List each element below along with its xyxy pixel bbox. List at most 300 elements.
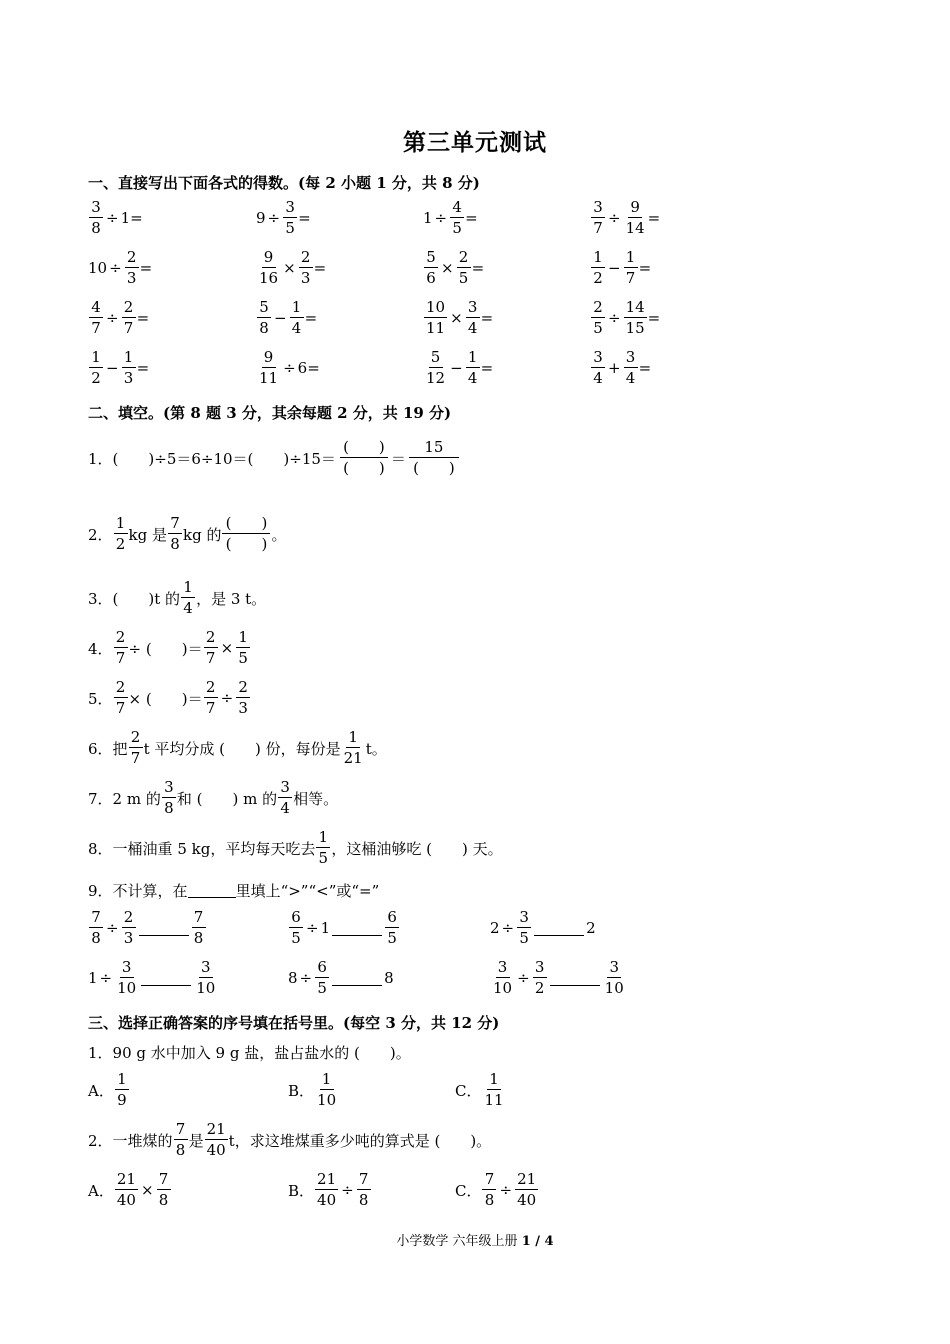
fraction-numerator: 2 (129, 730, 143, 748)
fraction (515, 1172, 538, 1208)
fraction-numerator: 9 (262, 250, 276, 268)
fraction-numerator: 9 (262, 350, 276, 368)
fraction-denominator: 40 (206, 1141, 226, 1159)
answer-fraction (409, 440, 459, 476)
fraction-denominator: 7 (130, 749, 141, 767)
equals-sign: ＝ (390, 449, 406, 468)
section-3-heading: 三、选择正确答案的序号填在括号里。(每空 3 分，共 12 分) (88, 1014, 500, 1032)
fraction-numerator: 1 (346, 730, 360, 748)
option-label: C． (455, 1181, 482, 1200)
fraction (424, 300, 447, 336)
operator: × (450, 309, 463, 327)
answer-blank[interactable] (188, 883, 236, 898)
fraction-numerator: 7 (482, 1172, 496, 1190)
calc-exercise (590, 200, 660, 236)
fraction-denominator: 4 (467, 369, 478, 387)
fraction-denominator: 6 (426, 269, 436, 287)
fraction-numerator: 1 (236, 630, 250, 648)
equals-sign: = (480, 359, 494, 377)
question-number: 9． (88, 882, 113, 900)
fraction-denominator: 3 (238, 699, 248, 717)
number: 9 (256, 209, 266, 227)
fill-question-5 (88, 680, 251, 716)
operator: ÷ (499, 1181, 513, 1199)
operator: ÷ (99, 969, 113, 987)
calc-exercise (88, 250, 152, 286)
fraction-numerator: 5 (429, 350, 443, 368)
fraction (315, 960, 329, 996)
section-1-heading: 一、直接写出下面各式的得数。(每 2 小题 1 分，共 8 分) (88, 174, 480, 192)
fraction-numerator: 7 (174, 1122, 188, 1140)
question-text: ，是 3 t。 (196, 589, 267, 608)
fraction-denominator: 4 (625, 369, 636, 387)
operator: − (450, 359, 463, 377)
fraction-numerator: 3 (466, 300, 480, 318)
fraction-numerator: 1 (290, 300, 304, 318)
fraction (533, 960, 547, 996)
option-label: A． (88, 1081, 114, 1100)
fraction (624, 200, 647, 236)
question-text: ( )÷5＝6÷10＝( )÷15＝ (112, 449, 336, 468)
number: 10 (88, 259, 108, 277)
calc-exercise (423, 300, 493, 336)
fraction-denominator: 40 (317, 1191, 337, 1209)
section-2-heading: 二、填空。(第 8 题 3 分，其余每题 2 分，共 19 分) (88, 404, 452, 422)
equals-sign: = (136, 309, 150, 327)
answer-blank[interactable] (332, 921, 382, 936)
fraction-denominator: 3 (123, 369, 134, 387)
fraction-denominator: 5 (593, 319, 603, 337)
choice-option[interactable] (88, 1072, 130, 1108)
fraction-numerator: 4 (89, 300, 103, 318)
number: 2 (586, 919, 596, 937)
fraction-denominator: 8 (164, 799, 174, 817)
fraction-denominator: 3 (300, 269, 311, 287)
fraction-numerator: 9 (628, 200, 642, 218)
question-text: 里填上“>”“<”或“=” (235, 882, 380, 900)
fraction-denominator: ( ) (343, 459, 385, 477)
fraction (122, 300, 136, 336)
operator: ÷ (341, 1181, 354, 1199)
question-text: ÷ ( )＝ (128, 639, 203, 658)
choice-option[interactable] (455, 1072, 507, 1108)
fraction-denominator: 8 (484, 1191, 495, 1209)
compare-exercise (490, 910, 596, 946)
fraction-numerator: 1 (487, 1072, 501, 1090)
question-number: 5． (88, 689, 113, 708)
fraction-numerator: 7 (357, 1172, 371, 1190)
fill-question-6 (88, 730, 387, 766)
fraction (466, 350, 480, 386)
fraction-denominator: 5 (452, 219, 462, 237)
fraction (342, 730, 365, 766)
answer-fraction (222, 516, 270, 552)
operator: ÷ (106, 309, 119, 327)
operator: ÷ (517, 969, 530, 987)
fraction-denominator: 9 (117, 1091, 127, 1109)
equals-sign: = (647, 309, 661, 327)
fill-question-3 (88, 580, 266, 616)
fraction (424, 350, 447, 386)
fraction-denominator: 5 (318, 849, 329, 867)
operator: ÷ (283, 359, 296, 377)
fraction-denominator: 12 (426, 369, 446, 387)
fraction-denominator: 4 (467, 319, 478, 337)
question-text: t 平均分成 ( ) 份，每份是 (143, 739, 341, 758)
fraction (89, 910, 103, 946)
footer-text: 小学数学 六年级上册 (396, 1234, 518, 1249)
calc-exercise (88, 200, 143, 236)
fraction-denominator: 5 (387, 929, 397, 947)
fraction-numerator: 3 (89, 200, 103, 218)
fraction-numerator: 7 (89, 910, 103, 928)
answer-blank[interactable] (550, 971, 600, 986)
fraction-denominator: 10 (604, 979, 624, 997)
calc-exercise (423, 250, 484, 286)
question-number: 2． (88, 525, 113, 544)
fraction (129, 730, 143, 766)
fraction-numerator: 6 (315, 960, 329, 978)
fraction-denominator: 3 (123, 929, 134, 947)
fraction-numerator: 3 (607, 960, 621, 978)
equals-sign: = (638, 359, 652, 377)
fraction-numerator: 1 (320, 1072, 334, 1090)
fraction-denominator: 8 (170, 535, 180, 553)
fraction (591, 200, 605, 236)
fraction (289, 910, 303, 946)
fraction-denominator: 10 (493, 979, 513, 997)
fraction-numerator: ( ) (340, 440, 388, 458)
fraction-denominator: 5 (285, 219, 295, 237)
page-number: 1 / 4 (521, 1234, 554, 1249)
question-text: 相等。 (293, 789, 339, 808)
fraction-denominator: 21 (343, 749, 363, 767)
fraction-numerator: 15 (409, 440, 459, 458)
fraction-numerator: 2 (204, 630, 218, 648)
fraction (174, 1122, 188, 1158)
equals-sign: = (304, 309, 318, 327)
answer-blank[interactable] (332, 971, 382, 986)
fraction-denominator: 7 (205, 699, 216, 717)
answer-blank[interactable] (141, 971, 191, 986)
question-text: 和 ( ) m 的 (176, 789, 278, 808)
fraction-numerator: 3 (496, 960, 510, 978)
equals-sign: = (471, 259, 485, 277)
fraction-numerator: 1 (316, 830, 330, 848)
fraction-denominator: 8 (259, 319, 269, 337)
fraction-denominator: ( ) (413, 459, 455, 477)
fraction (204, 630, 218, 666)
operator: ÷ (220, 689, 234, 707)
question-text: × ( )＝ (128, 689, 203, 708)
fraction (315, 1172, 338, 1208)
option-label: B． (288, 1081, 315, 1100)
fraction-numerator: 14 (625, 298, 645, 316)
choice-question-2 (88, 1122, 491, 1158)
fraction-denominator: 8 (158, 1191, 169, 1209)
fraction-numerator: 3 (591, 350, 605, 368)
fraction-denominator: 11 (484, 1091, 504, 1109)
equals-sign: = (298, 209, 311, 227)
equals-sign: = (647, 209, 661, 227)
fraction-numerator: 1 (591, 250, 605, 268)
fraction-numerator: 6 (385, 910, 399, 928)
fill-question-9 (88, 880, 379, 901)
fraction (290, 300, 304, 336)
fraction (204, 680, 218, 716)
fraction (192, 910, 206, 946)
fraction (450, 200, 464, 236)
question-text: 把 (112, 739, 128, 758)
fraction-denominator: 2 (534, 979, 545, 997)
fill-question-4 (88, 630, 251, 666)
operator: ÷ (267, 209, 281, 227)
equals-sign: = (638, 259, 652, 277)
fraction-numerator: 2 (457, 250, 471, 268)
number: 1 (120, 209, 131, 227)
fraction-numerator: 2 (299, 250, 313, 268)
number: 2 (490, 919, 500, 937)
fraction (114, 680, 128, 716)
question-text: kg 是 (128, 525, 168, 544)
question-text: ，这桶油够吃 ( ) 天。 (331, 839, 503, 858)
calc-exercise (88, 350, 149, 386)
fraction-denominator: 4 (593, 369, 603, 387)
choice-option[interactable] (288, 1172, 372, 1208)
fraction (466, 300, 480, 336)
fraction-numerator: 21 (517, 1170, 537, 1188)
fraction (299, 250, 313, 286)
fill-question-7 (88, 780, 338, 816)
fraction-denominator: 11 (426, 319, 446, 337)
option-label: A． (88, 1181, 114, 1200)
question-text: ( )t 的 (112, 589, 181, 608)
fraction-denominator: 2 (115, 535, 126, 553)
operator: ÷ (501, 919, 515, 937)
operator: × (140, 1181, 154, 1199)
fraction-numerator: 2 (122, 910, 136, 928)
equals-sign: = (480, 309, 494, 327)
page-footer (0, 1230, 950, 1249)
fraction-denominator: 7 (91, 319, 101, 337)
question-number: 4． (88, 639, 113, 658)
calc-exercise (88, 300, 149, 336)
fraction (125, 250, 139, 286)
fraction-numerator: 1 (624, 250, 638, 268)
equals-sign: = (465, 209, 478, 227)
fraction-denominator: 16 (259, 269, 279, 287)
fraction-denominator: 10 (317, 1091, 337, 1109)
fraction-numerator: 7 (168, 516, 182, 534)
question-text: 是 (188, 1131, 204, 1150)
fraction (278, 780, 292, 816)
fraction-denominator: 11 (259, 369, 279, 387)
operator: − (106, 359, 119, 377)
fraction-numerator: 5 (257, 300, 271, 318)
number: 8 (288, 969, 298, 987)
question-text: 1．90 g 水中加入 9 g 盐，盐占盐水的 ( )。 (88, 1044, 411, 1062)
fraction-denominator: 8 (193, 929, 204, 947)
equals-sign: = (136, 359, 150, 377)
fill-question-8 (88, 830, 503, 866)
fraction-denominator: 14 (625, 219, 645, 237)
question-text: 不计算，在 (112, 882, 188, 900)
fraction (482, 1172, 496, 1208)
fraction (114, 516, 128, 552)
fraction-denominator: 5 (317, 979, 327, 997)
fill-question-2 (88, 516, 287, 552)
operator: − (274, 309, 287, 327)
choice-option[interactable] (88, 1172, 172, 1208)
fraction (624, 250, 638, 286)
option-label: C． (455, 1081, 482, 1100)
operator: × (441, 259, 454, 277)
choice-question-1 (88, 1042, 411, 1063)
fraction-numerator: 10 (426, 298, 446, 316)
answer-blank[interactable] (534, 921, 584, 936)
fraction-denominator: 8 (358, 1191, 369, 1209)
fraction-denominator: 8 (175, 1141, 186, 1159)
fraction (181, 580, 195, 616)
fraction-numerator: 3 (120, 960, 134, 978)
calc-exercise (590, 300, 660, 336)
question-number: 7． (88, 789, 113, 808)
fraction (591, 300, 605, 336)
question-text: t。 (365, 739, 387, 758)
fraction (89, 350, 103, 386)
fraction-numerator: 4 (450, 200, 464, 218)
calc-exercise (256, 200, 311, 236)
fraction (457, 250, 471, 286)
calc-exercise (256, 350, 320, 386)
fraction-numerator: 2 (125, 250, 139, 268)
fraction (624, 350, 638, 386)
fraction (194, 960, 217, 996)
answer-fraction (340, 440, 388, 476)
number: 8 (384, 969, 394, 987)
choice-option[interactable] (288, 1072, 339, 1108)
fraction-numerator: 7 (192, 910, 206, 928)
fraction-numerator: 2 (204, 680, 218, 698)
fraction-numerator: 21 (206, 1120, 226, 1138)
fraction (283, 200, 297, 236)
fraction (115, 1072, 129, 1108)
fraction (591, 250, 605, 286)
fraction (89, 200, 103, 236)
fraction (205, 1122, 228, 1158)
number: 1 (88, 969, 98, 987)
fraction (115, 960, 138, 996)
fraction (89, 300, 103, 336)
fraction-denominator: 5 (238, 649, 248, 667)
number: 6 (297, 359, 308, 377)
fraction-denominator: 10 (196, 979, 216, 997)
fraction (491, 960, 514, 996)
fraction (482, 1072, 505, 1108)
fraction (603, 960, 626, 996)
fraction (591, 350, 605, 386)
fraction-denominator: 8 (91, 219, 101, 237)
operator: ÷ (299, 969, 313, 987)
equals-sign: = (313, 259, 327, 277)
number: 1 (320, 919, 331, 937)
question-text: 一桶油重 5 kg，平均每天吃去 (112, 839, 316, 858)
fraction-denominator: 5 (519, 929, 529, 947)
fraction-numerator: 2 (236, 680, 250, 698)
fraction-denominator: 5 (291, 929, 301, 947)
fraction (385, 910, 399, 946)
fraction-denominator: 2 (91, 369, 101, 387)
fraction-numerator: 3 (199, 960, 213, 978)
fraction-denominator: 2 (593, 269, 603, 287)
fraction (257, 250, 280, 286)
fraction-numerator: ( ) (222, 516, 270, 534)
question-number: 8． (88, 839, 113, 858)
operator: × (220, 639, 234, 657)
fraction (315, 1072, 338, 1108)
fraction (157, 1172, 171, 1208)
fraction (424, 250, 438, 286)
fraction (357, 1172, 371, 1208)
fraction-denominator: 4 (291, 319, 302, 337)
fraction (236, 630, 250, 666)
fraction-numerator: 7 (157, 1172, 171, 1190)
number: 1 (423, 209, 433, 227)
fraction (114, 630, 128, 666)
option-label: B． (288, 1181, 315, 1200)
fraction-numerator: 3 (278, 780, 292, 798)
answer-blank[interactable] (139, 921, 189, 936)
calc-exercise (256, 250, 326, 286)
operator: ÷ (106, 919, 119, 937)
fraction-denominator: 7 (625, 269, 636, 287)
fraction-numerator: 1 (181, 580, 195, 598)
equals-sign: = (139, 259, 153, 277)
calc-exercise (256, 300, 317, 336)
fraction (122, 350, 136, 386)
fraction-denominator: 4 (183, 599, 193, 617)
fraction (236, 680, 250, 716)
choice-option[interactable] (455, 1172, 539, 1208)
calc-exercise (423, 200, 478, 236)
operator: ÷ (434, 209, 448, 227)
fraction-numerator: 1 (122, 350, 136, 368)
operator: ÷ (608, 309, 621, 327)
operator: × (283, 259, 296, 277)
operator: − (608, 259, 621, 277)
fill-question-1 (88, 440, 460, 476)
question-text: 。 (271, 525, 287, 544)
operator: ÷ (109, 259, 122, 277)
compare-exercise (288, 910, 400, 946)
fraction-numerator: 1 (89, 350, 103, 368)
fraction (122, 910, 136, 946)
calc-exercise (423, 350, 493, 386)
fraction-numerator: 3 (517, 910, 531, 928)
operator: ÷ (608, 209, 621, 227)
fraction-denominator: 4 (280, 799, 290, 817)
compare-exercise (490, 960, 627, 996)
fraction-denominator: 7 (115, 649, 126, 667)
fraction-numerator: 1 (114, 516, 128, 534)
question-number: 1． (88, 449, 113, 468)
question-text: 2 m 的 (112, 789, 161, 808)
question-number: 6． (88, 739, 113, 758)
fraction-denominator: 15 (625, 319, 645, 337)
equals-sign: = (130, 209, 143, 227)
fraction-numerator: 21 (317, 1170, 337, 1188)
question-number: 3． (88, 589, 113, 608)
